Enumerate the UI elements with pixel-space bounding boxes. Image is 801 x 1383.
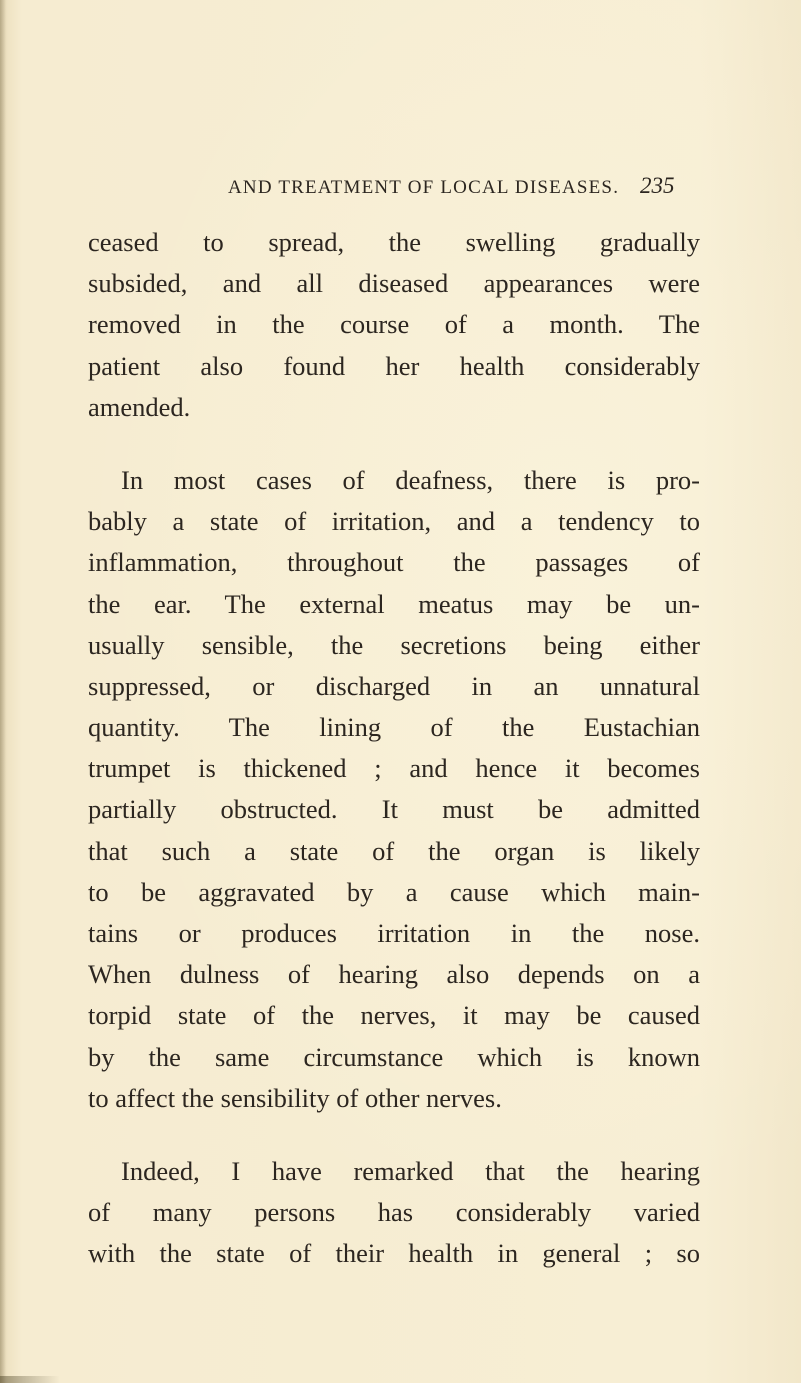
text-line: amended. <box>88 391 191 422</box>
body-text <box>88 222 700 1275</box>
page-number: 235 <box>640 173 675 198</box>
page-edge-shadow <box>0 1376 60 1383</box>
text-line: trumpet is thickened ; and hence it becomes <box>88 753 700 784</box>
text-line: usually sensible, the secretions being either <box>88 629 700 660</box>
running-title: AND TREATMENT OF LOCAL DISEASES. <box>228 177 620 198</box>
text-line: tains or produces irritation in the nose. <box>88 918 700 948</box>
text-line: of many persons has considerably varied <box>88 1197 700 1228</box>
gutter-shadow <box>0 0 6 1383</box>
text-line: to be aggravated by a cause which main- <box>88 876 700 907</box>
text-line: bably a state of irritation, and a tendency to <box>88 506 700 537</box>
text-line: In most cases of deafness, there is pro- <box>121 464 700 495</box>
paragraph <box>88 222 700 428</box>
text-line: by the same circumstance which is known <box>88 1041 700 1072</box>
running-header <box>0 173 801 203</box>
text-line: subsided, and all diseased appearances were <box>88 268 700 299</box>
text-line: When dulness of hearing also depends on a <box>88 959 700 990</box>
text-line: with the state of their health in general ; so <box>88 1238 700 1269</box>
text-line: removed in the course of a month. The <box>88 309 700 340</box>
text-line: torpid state of the nerves, it may be caused <box>88 1000 700 1031</box>
text-line: inflammation, throughout the passages of <box>88 547 700 578</box>
text-line: ceased to spread, the swelling gradually <box>88 227 700 257</box>
text-line: to affect the sensibility of other nerves. <box>88 1082 502 1113</box>
text-line: quantity. The lining of the Eustachian <box>88 712 700 743</box>
text-line: Indeed, I have remarked that the hearing <box>121 1155 700 1186</box>
text-line: suppressed, or discharged in an unnatural <box>88 670 700 701</box>
text-line: the ear. The external meatus may be un- <box>88 588 700 619</box>
text-line: partially obstructed. It must be admitted <box>88 794 700 825</box>
paragraph <box>88 1151 700 1275</box>
paragraph <box>88 460 700 1119</box>
text-line: that such a state of the organ is likely <box>88 835 700 866</box>
text-line: patient also found her health considerably <box>88 350 700 381</box>
